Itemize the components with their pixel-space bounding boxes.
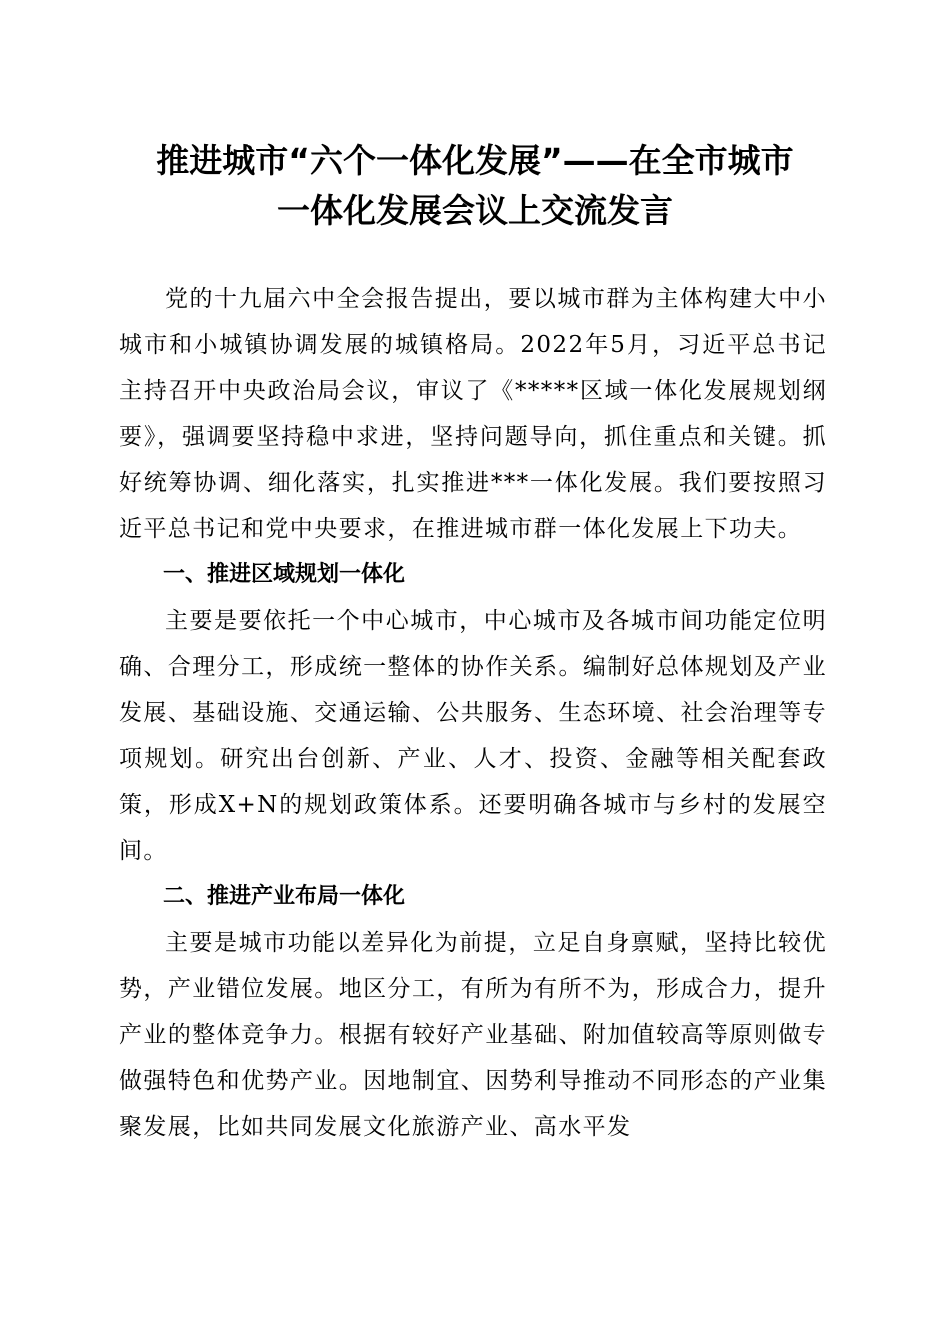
section-1-paragraph: 主要是要依托一个中心城市，中心城市及各城市间功能定位明确、合理分工，形成统一整体的协作关系。编制好总体规划及产业发展、基础设施、交通运输、公共服务、生态环境、社会治理等专项规划。研究出台创新、产业、人才、投资、金融等相关配套政策，形成X+N的规划政策体系。还要明确各城市与乡村的发展空间。	[119, 608, 827, 864]
document-body	[119, 276, 827, 1150]
title-line-1: 推进城市“六个一体化发展”——在全市城市	[156, 141, 794, 180]
page-title	[110, 136, 840, 236]
title-line-2: 一体化发展会议上交流发言	[277, 191, 673, 230]
section-2-heading: 二、推进产业布局一体化	[163, 884, 406, 909]
section-2-paragraph: 主要是城市功能以差异化为前提，立足自身禀赋，坚持比较优势，产业错位发展。地区分工，有所为有所不为，形成合力，提升产业的整体竞争力。根据有较好产业基础、附加值较高等原则做专做强特色和优势产业。因地制宜、因势利导推动不同形态的产业集聚发展，比如共同发展文化旅游产业、高水平发	[119, 930, 827, 1140]
section-1-heading: 一、推进区域规划一体化	[163, 562, 406, 587]
intro-paragraph: 党的十九届六中全会报告提出，要以城市群为主体构建大中小城市和小城镇协调发展的城镇格局。2022年5月，习近平总书记主持召开中央政治局会议，审议了《*****区域一体化发展规划纲要》，强调要坚持稳中求进，坚持问题导向，抓住重点和关键。抓好统筹协调、细化落实，扎实推进***一体化发展。我们要按照习近平总书记和党中央要求，在推进城市群一体化发展上下功夫。	[119, 286, 827, 542]
